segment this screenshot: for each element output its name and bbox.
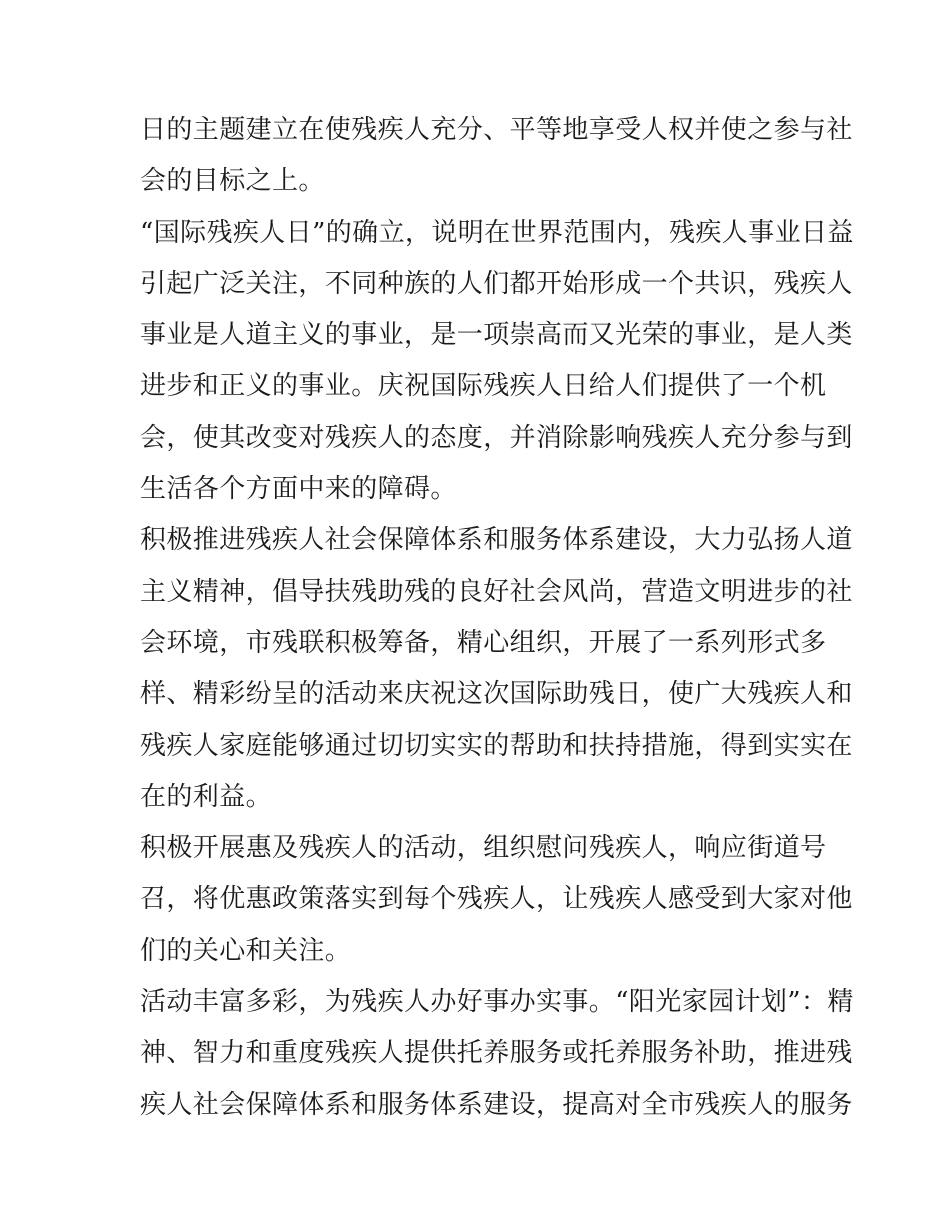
text-line: 生活各个方面中来的障碍。 <box>140 474 457 505</box>
text-line: 会的目标之上。 <box>140 166 325 197</box>
text-line: 召，将优惠政策落实到每个残疾人，让残疾人感受到大家对他 <box>140 884 853 915</box>
paragraph-3 <box>140 515 853 823</box>
text-line: 积极开展惠及残疾人的活动，组织慰问残疾人，响应街道号 <box>140 833 827 864</box>
text-line: 疾人社会保障体系和服务体系建设，提高对全市残疾人的服务 <box>140 1089 853 1120</box>
document-body <box>140 105 854 1131</box>
text-line: 积极推进残疾人社会保障体系和服务体系建设，大力弘扬人道 <box>140 525 853 556</box>
text-line: 们的关心和关注。 <box>140 935 352 966</box>
paragraph-5 <box>140 977 854 1131</box>
text-line: 神、智力和重度残疾人提供托养服务或托养服务补助，推进残 <box>140 1038 853 1069</box>
text-line: 在的利益。 <box>140 781 273 812</box>
text-line: 日的主题建立在使残疾人充分、平等地享受人权并使之参与社 <box>140 115 853 145</box>
text-line: 样、精彩纷呈的活动来庆祝这次国际助残日，使广大残疾人和 <box>140 679 853 710</box>
text-line: 会，使其改变对残疾人的态度，并消除影响残疾人充分参与到 <box>140 422 853 453</box>
text-line: 事业是人道主义的事业，是一项崇高而又光荣的事业，是人类 <box>140 320 853 351</box>
text-line: “国际残疾人日”的确立，说明在世界范围内，残疾人事业日益 <box>140 217 854 248</box>
text-line: 活动丰富多彩，为残疾人办好事办实事。“阳光家园计划”：精 <box>140 987 854 1018</box>
text-line: 主义精神，倡导扶残助残的良好社会风尚，营造文明进步的社 <box>140 576 853 607</box>
paragraph-4 <box>140 823 853 977</box>
text-line: 残疾人家庭能够通过切切实实的帮助和扶持措施，得到实实在 <box>140 730 853 761</box>
paragraph-1 <box>140 105 853 208</box>
text-line: 进步和正义的事业。庆祝国际残疾人日给人们提供了一个机 <box>140 371 827 402</box>
text-line: 引起广泛关注，不同种族的人们都开始形成一个共识，残疾人 <box>140 268 853 299</box>
text-line: 会环境，市残联积极筹备，精心组织，开展了一系列形式多 <box>140 627 827 658</box>
paragraph-2 <box>140 208 854 516</box>
